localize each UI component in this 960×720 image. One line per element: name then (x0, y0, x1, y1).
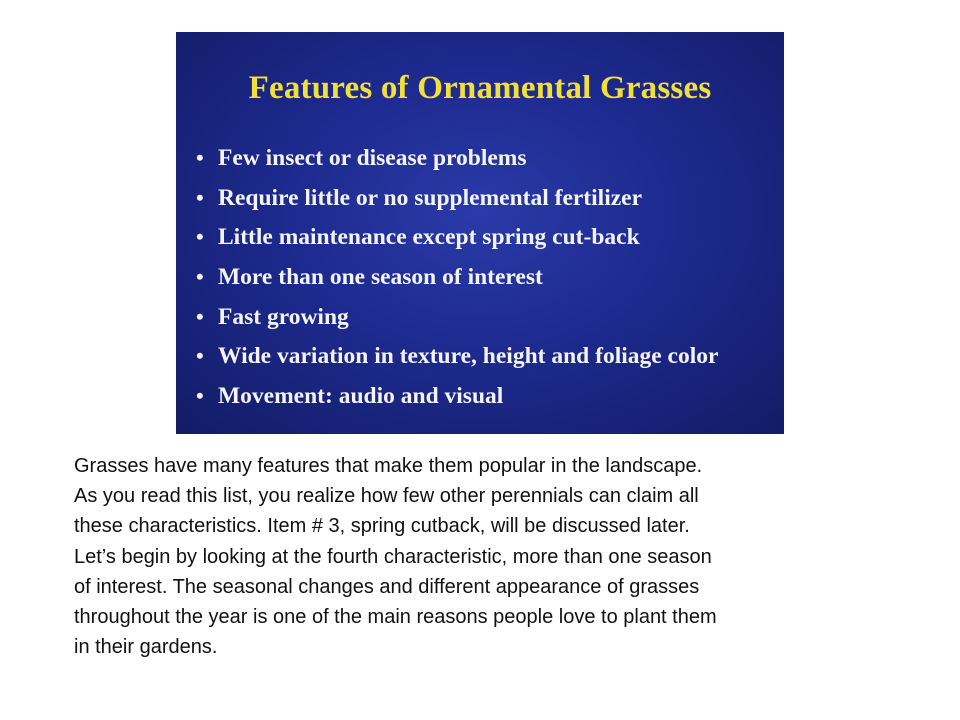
bullet-icon: • (196, 184, 204, 210)
bullet-text: Fast growing (218, 303, 349, 330)
bullet-item (196, 142, 718, 182)
bullet-item (196, 221, 718, 261)
bullet-text: Require little or no supplemental fertilizer (218, 184, 643, 211)
bullet-text: Wide variation in texture, height and foliage color (218, 343, 719, 370)
bullet-item (196, 340, 718, 380)
bullet-icon: • (196, 343, 204, 369)
bullet-item (196, 182, 718, 222)
bullet-icon: • (196, 264, 204, 290)
bullet-text: Few insect or disease problems (218, 145, 527, 171)
slide-title: Features of Ornamental Grasses (248, 70, 712, 106)
bullet-text: More than one season of interest (218, 264, 543, 291)
bullet-text: Movement: audio and visual (218, 383, 504, 410)
bullet-icon: • (196, 383, 204, 409)
bullet-item (196, 261, 718, 301)
bullet-icon: • (196, 224, 204, 250)
bullet-item (196, 301, 718, 341)
bullet-icon: • (196, 303, 204, 329)
slide-image (176, 32, 784, 434)
bullet-text: Little maintenance except spring cut-back (218, 224, 640, 251)
bullet-list (196, 142, 718, 420)
bullet-icon: • (196, 145, 204, 170)
caption-text: Grasses have many features that make them popular in the landscape. As you read this list, you realize how few other perennials can claim all these characteristics. Item # 3, spring cutback, will be discussed later. Let’s begin by looking at the fourth characteristic, more than one season of interest. The seasonal changes and different appearance of grasses throughout the year is one of the main reasons people love to plant them in their gardens. (74, 455, 717, 659)
bullet-item (196, 380, 718, 420)
